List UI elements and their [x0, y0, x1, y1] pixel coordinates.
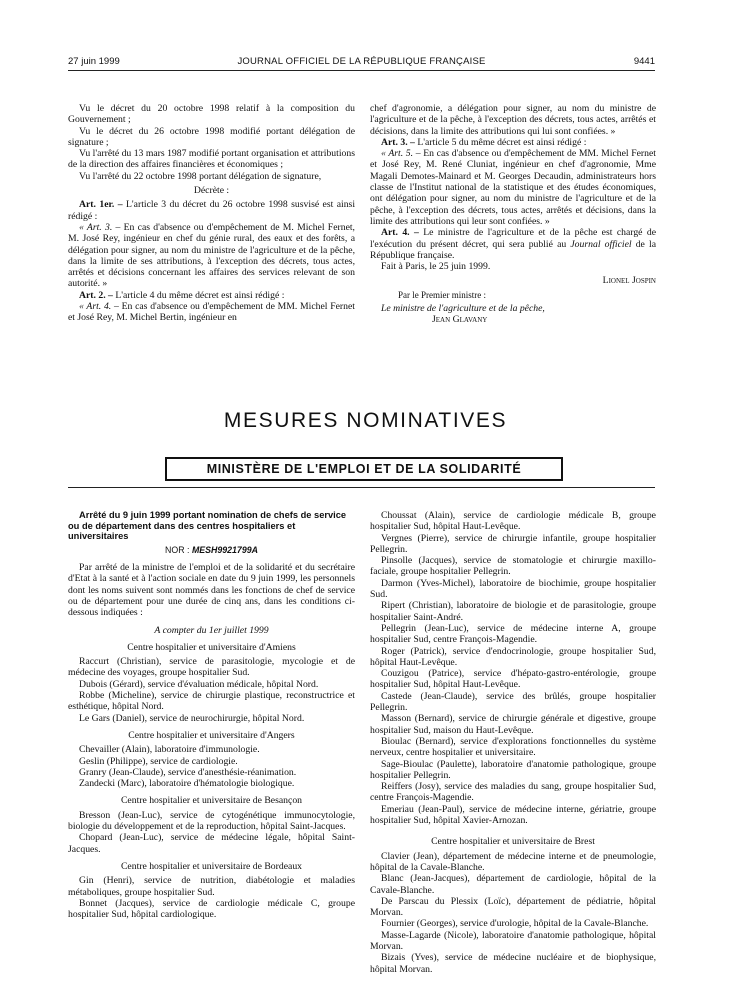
article-4: Art. 4. – Le ministre de l'agriculture et de la pêche est chargé de l'exécution du présent décret, qui sera publié au Journal officiel de la République française. — [370, 227, 657, 261]
list-item: Zandecki (Marc), laboratoire d'hématologie biologique. — [79, 778, 295, 790]
list-item: Masse-Lagarde (Nicole), laboratoire d'anatomie pathologique, hôpital Morvan. — [370, 929, 656, 952]
article-1-label: Art. 1er. – — [79, 199, 123, 211]
list-item: Emeriau (Jean-Paul), service de médecine interne, gériatrie, groupe hospitalier Sud, hôpital Xavier-Arnozan. — [370, 803, 656, 827]
list-item: Bizais (Yves), service de médecine nucléaire et de biophysique, hôpital Morvan. — [370, 952, 656, 975]
preamble: Par arrêté de la ministre de l'emploi et de la solidarité et du secrétaire d'Etat à la santé et à l'action sociale en date du 9 juin 1999, les personnels dont les noms suivent sont nommés dans les fonctions de chef de service ou de département pour une durée de cinq ans, dans les conditions ci-dessous indiquées : — [68, 562, 355, 619]
list-item: Ripert (Christian), laboratoire de biologie et de parasitologie, groupe hospitalier Saint-André. — [370, 600, 656, 623]
nor-reference: NOR : MESH9921799A — [165, 544, 258, 555]
list-item: Castede (Jean-Claude), service des brûlés, groupe hospitalier Pellegrin. — [370, 690, 656, 714]
quoted-article-4-label: « Art. 4. – — [79, 301, 119, 313]
continuation-text: chef d'agronomie, a délégation pour signer, au nom du ministre de l'agriculture et de la pêche, à l'exception des décrets, tous actes, arrêtés et décisions, dans la limite des attributions qui lui sont confiées. » — [370, 103, 656, 137]
article-4-label: Art. 4. – — [381, 227, 419, 239]
list-item: Fournier (Georges), service d'urologie, hôpital de la Cavale-Blanche. — [381, 918, 649, 930]
visa-2: Vu le décret du 26 octobre 1998 modifié portant délégation de signature ; — [68, 125, 355, 148]
list-item: Raccurt (Christian), service de parasitologie, mycologie et de médecine des voyages, groupe hospitalier Sud. — [68, 656, 355, 679]
article-3-label: Art. 3. – — [381, 136, 415, 148]
article-2-label: Art. 2. – — [79, 289, 113, 301]
journal-title: JOURNAL OFFICIEL DE LA RÉPUBLIQUE FRANÇAISE — [237, 56, 486, 67]
quoted-article-3-label: « Art. 3. – — [79, 221, 121, 233]
list-item: Bresson (Jean-Luc), service de cytogénétique immunocytologie, biologie du développement et de la reproduction, hôpital Saint-Jacques. — [68, 809, 355, 833]
arrete-title: Arrêté du 9 juin 1999 portant nomination de chefs de service ou de département dans des centres hospitaliers et universitaires — [68, 510, 347, 542]
par-le-premier-ministre: Par le Premier ministre : — [398, 289, 486, 300]
list-item: Masson (Bernard), service de chirurgie générale et digestive, groupe hospitalier Sud, maison du Haut-Levêque. — [370, 713, 656, 736]
chu-heading-angers: Centre hospitalier et universitaire d'Angers — [128, 729, 295, 741]
quoted-article-5: « Art. 5. – En cas d'absence ou d'empêchement de MM. Michel Fernet et José Rey, M. René Cluniat, ingénieur en chef d'agronomie, Mme Magali Demotes-Mainard et M. Georges Decaudin, administrateurs hors classe de l'Institut national de la statistique et des études économiques, ont délégation pour signer, au nom du ministre de l'agriculture et de la pêche, à l'exception des décrets, tous actes, arrêtés et décisions, dans la limite des attributions qui leur sont confiées. » — [370, 148, 656, 227]
list-item: Clavier (Jean), département de médecine interne et de pneumologie, hôpital de la Cavale-Blanche. — [370, 850, 656, 873]
list-item: Vergnes (Pierre), service de chirurgie infantile, groupe hospitalier Pellegrin. — [370, 532, 656, 555]
article-3: Art. 3. – L'article 5 du même décret est ainsi rédigé : — [381, 136, 587, 148]
header-rule — [68, 70, 655, 71]
signatory-prime-minister: Lionel Jospin — [602, 275, 656, 287]
list-item: Chevailler (Alain), laboratoire d'immunologie. — [79, 744, 260, 756]
bottom-left-column — [68, 510, 355, 920]
minister-name: Jean Glavany — [432, 314, 488, 326]
quoted-article-5-label: « Art. 5. – — [381, 148, 421, 160]
top-left-column — [68, 103, 355, 324]
fait-a-paris: Fait à Paris, le 25 juin 1999. — [381, 261, 491, 273]
list-item: Pinsolle (Jacques), service de stomatologie et chirurgie maxillo-faciale, groupe hospitalier Pellegrin. — [370, 555, 656, 578]
article-1: Art. 1er. – L'article 3 du décret du 26 octobre 1998 susvisé est ainsi rédigé : — [68, 199, 356, 222]
article-2: Art. 2. – L'article 4 du même décret est ainsi rédigé : — [79, 289, 285, 301]
nor-code: MESH9921799A — [191, 544, 258, 555]
section-rule — [68, 487, 655, 488]
list-item: Couzigou (Patrice), service d'hépato-gastro-entérologie, groupe hospitalier Sud, hôpital Haut-Levêque. — [370, 668, 656, 691]
effective-date: A compter du 1er juillet 1999 — [154, 624, 269, 636]
minister-title: Le ministre de l'agriculture et de la pêche, — [381, 303, 545, 315]
list-item: Darmon (Yves-Michel), laboratoire de biochimie, groupe hospitalier Sud. — [370, 577, 656, 601]
list-item: Gin (Henri), service de nutrition, diabétologie et maladies métaboliques, groupe hospitalier Sud. — [68, 875, 355, 898]
list-item: Geslin (Philippe), service de cardiologie. — [79, 755, 238, 767]
visa-3: Vu l'arrêté du 13 mars 1987 modifié portant organisation et attributions de la direction des affaires financières et économiques ; — [68, 148, 355, 171]
list-item: Roger (Patrick), service d'endocrinologie, groupe hospitalier Sud, hôpital Haut-Levêque. — [370, 645, 656, 668]
list-item: Pellegrin (Jean-Luc), service de médecine interne A, groupe hospitalier Sud, centre François-Magendie. — [370, 622, 656, 646]
ministry-banner: MINISTÈRE DE L'EMPLOI ET DE LA SOLIDARITÉ — [165, 457, 563, 481]
list-item: Le Gars (Daniel), service de neurochirurgie, hôpital Nord. — [79, 712, 305, 724]
list-item: Reiffers (Josy), service des maladies du sang, groupe hospitalier Sud, centre François-Magendie. — [370, 781, 656, 804]
list-item: Choussat (Alain), service de cardiologie médicale B, groupe hospitalier Sud, hôpital Haut-Levêque. — [370, 510, 656, 533]
section-title: MESURES NOMINATIVES — [223, 409, 508, 432]
top-right-column — [370, 103, 656, 326]
list-item: Robbe (Micheline), service de chirurgie plastique, reconstructrice et esthétique, hôpital Nord. — [68, 690, 355, 713]
chu-heading-brest: Centre hospitalier et universitaire de Brest — [431, 836, 595, 848]
chu-heading-amiens: Centre hospitalier et universitaire d'Amiens — [127, 641, 296, 653]
quoted-article-3: « Art. 3. – En cas d'absence ou d'empêchement de M. Michel Fernet, M. José Rey, ingénieur en chef du génie rural, des eaux et des forêts, a délégation pour signer, au nom du ministre de l'agriculture et de la pêche, dans la limite de ses attributions, à l'exception des décrets, tous actes, arrêtés et décisions concernant les affaires des services relevant de son autorité. » — [68, 221, 355, 290]
chu-heading-bordeaux: Centre hospitalier et universitaire de Bordeaux — [120, 860, 303, 872]
list-item: Dubois (Gérard), service d'évaluation médicale, hôpital Nord. — [79, 678, 319, 690]
decrete-label: Décrète : — [193, 185, 230, 197]
issue-date: 27 juin 1999 — [68, 56, 120, 67]
chu-heading-besancon: Centre hospitalier et universitaire de Besançon — [120, 795, 303, 807]
visa-1: Vu le décret du 20 octobre 1998 relatif à la composition du Gouvernement ; — [68, 103, 355, 126]
list-item: Sage-Bioulac (Paulette), laboratoire d'anatomie pathologique, groupe hospitalier Pellegrin. — [370, 758, 656, 781]
bottom-right-column — [370, 510, 656, 975]
page-number: 9441 — [633, 56, 655, 67]
list-item: Chopard (Jean-Luc), service de médecine légale, hôpital Saint-Jacques. — [68, 832, 355, 855]
visa-4: Vu l'arrêté du 22 octobre 1998 portant délégation de signature, — [79, 170, 322, 182]
quoted-article-4: « Art. 4. – En cas d'absence ou d'empêchement de MM. Michel Fernet et José Rey, M. Michel Bertin, ingénieur en — [68, 301, 355, 324]
running-header — [68, 56, 655, 70]
list-item: Bonnet (Jacques), service de cardiologie médicale C, groupe hospitalier Sud, hôpital cardiologique. — [68, 897, 355, 921]
list-item: Granry (Jean-Claude), service d'anesthésie-réanimation. — [79, 766, 297, 778]
list-item: Bioulac (Bernard), service d'explorations fonctionnelles du système nerveux, centre hospitalier et universitaire. — [370, 735, 656, 759]
list-item: De Parscau du Plessix (Loïc), département de pédiatrie, hôpital Morvan. — [370, 895, 656, 919]
list-item: Blanc (Jean-Jacques), département de cardiologie, hôpital de la Cavale-Blanche. — [370, 873, 656, 896]
